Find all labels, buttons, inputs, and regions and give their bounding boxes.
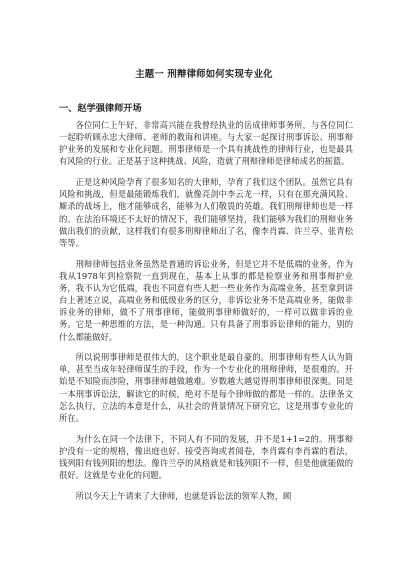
document-title: 主题一 刑辩律师如何实现专业化	[135, 69, 273, 80]
paragraph-3: 刑辩律师包括业务虽然是普通的诉讼业务，但是它并不是低端的业务，作为我从1978年到检察院一直到现在，基本上从事的都是检察业务和刑事辩护业务，我不认为它低端，我也不同意有些人把一些业务作为高端业务，甚至拿到讲台上著述立说，高端业务和低级业务的区分，非诉讼业务不是高端业务，能做非诉业务的律师，做不了刑事律师，能做刑事律师做好的，一样可以做非诉的业务。它是一种思维的方法，是一种沟通。只有具备了刑事诉讼律师的能力，别的什么都能做好。	[59, 258, 353, 342]
document-body	[59, 119, 353, 510]
paragraph-5: 为什么在同一个法律下，不同人有不同的发展，并不是1+1=2的。刑事辩护没有一定的规格，像出庭也好、接受咨询或者阅卷，李肖霖有李肖霖的看法，钱列阳有钱列阳的想法。像许兰亭的风格就是和钱列阳不一样，但是他就能做的很好。这就是专业化的问题。	[59, 433, 353, 481]
paragraph-4: 所以说刑事律师是很伟大的，这个职业是最自豪的。刑事律师有些人认为简单，甚至当成年轻律师谋生的手段，作为一个专业化的刑辩律师，是很难的。开始是不知险而涉险，刑事律师越做越难。岁数越大越觉得刑事律师很深奥。同是一本刑事诉讼法，解读它的时候，绝对不是每个律师做的都是一样的。法律条文怎么执行，立法的本意是什么，从社会的背景情况下研究它，这是刑事专业化的所在。	[59, 352, 353, 423]
paragraph-1: 各位同仁上午好，非常高兴能在我曾经执业的岳成律师事务所，与各位同仁一起聆听顾永忠大律师、老师的教诲和讲座。与大家一起探讨刑事诉讼、刑事辩护业务的发展和专业化问题。刑事律师是一个具有挑战性的律师行业，也是最具有风险的行业。正是基于这种挑战、风险，造就了刑辩律师是律师成名的摇篮。	[59, 120, 353, 167]
paragraph-6: 所以今天上午请来了大律师，也就是诉讼法的领军人物，顾	[75, 490, 292, 501]
paragraph-2: 正是这种风险孕育了很多知名的大律师，孕育了我们这个团队。虽然它具有风险和挑战，但是最能锻炼我们，就像亮剑中李云龙一样，只有在那充满风险、厮杀的战场上，他才能够成名，能够为人们敬畏的英雄。我们刑辩律师也是一样的。在法治环境还不太好的情况下，我们能够坚持，我们能够为我们的刑辩业务做出我们的贡献，这样我们有很多刑辩律师出了名，像李肖霖、许兰亭、张青松等等。	[59, 177, 353, 248]
section-heading: 一、赵学强律师开场	[59, 103, 142, 114]
